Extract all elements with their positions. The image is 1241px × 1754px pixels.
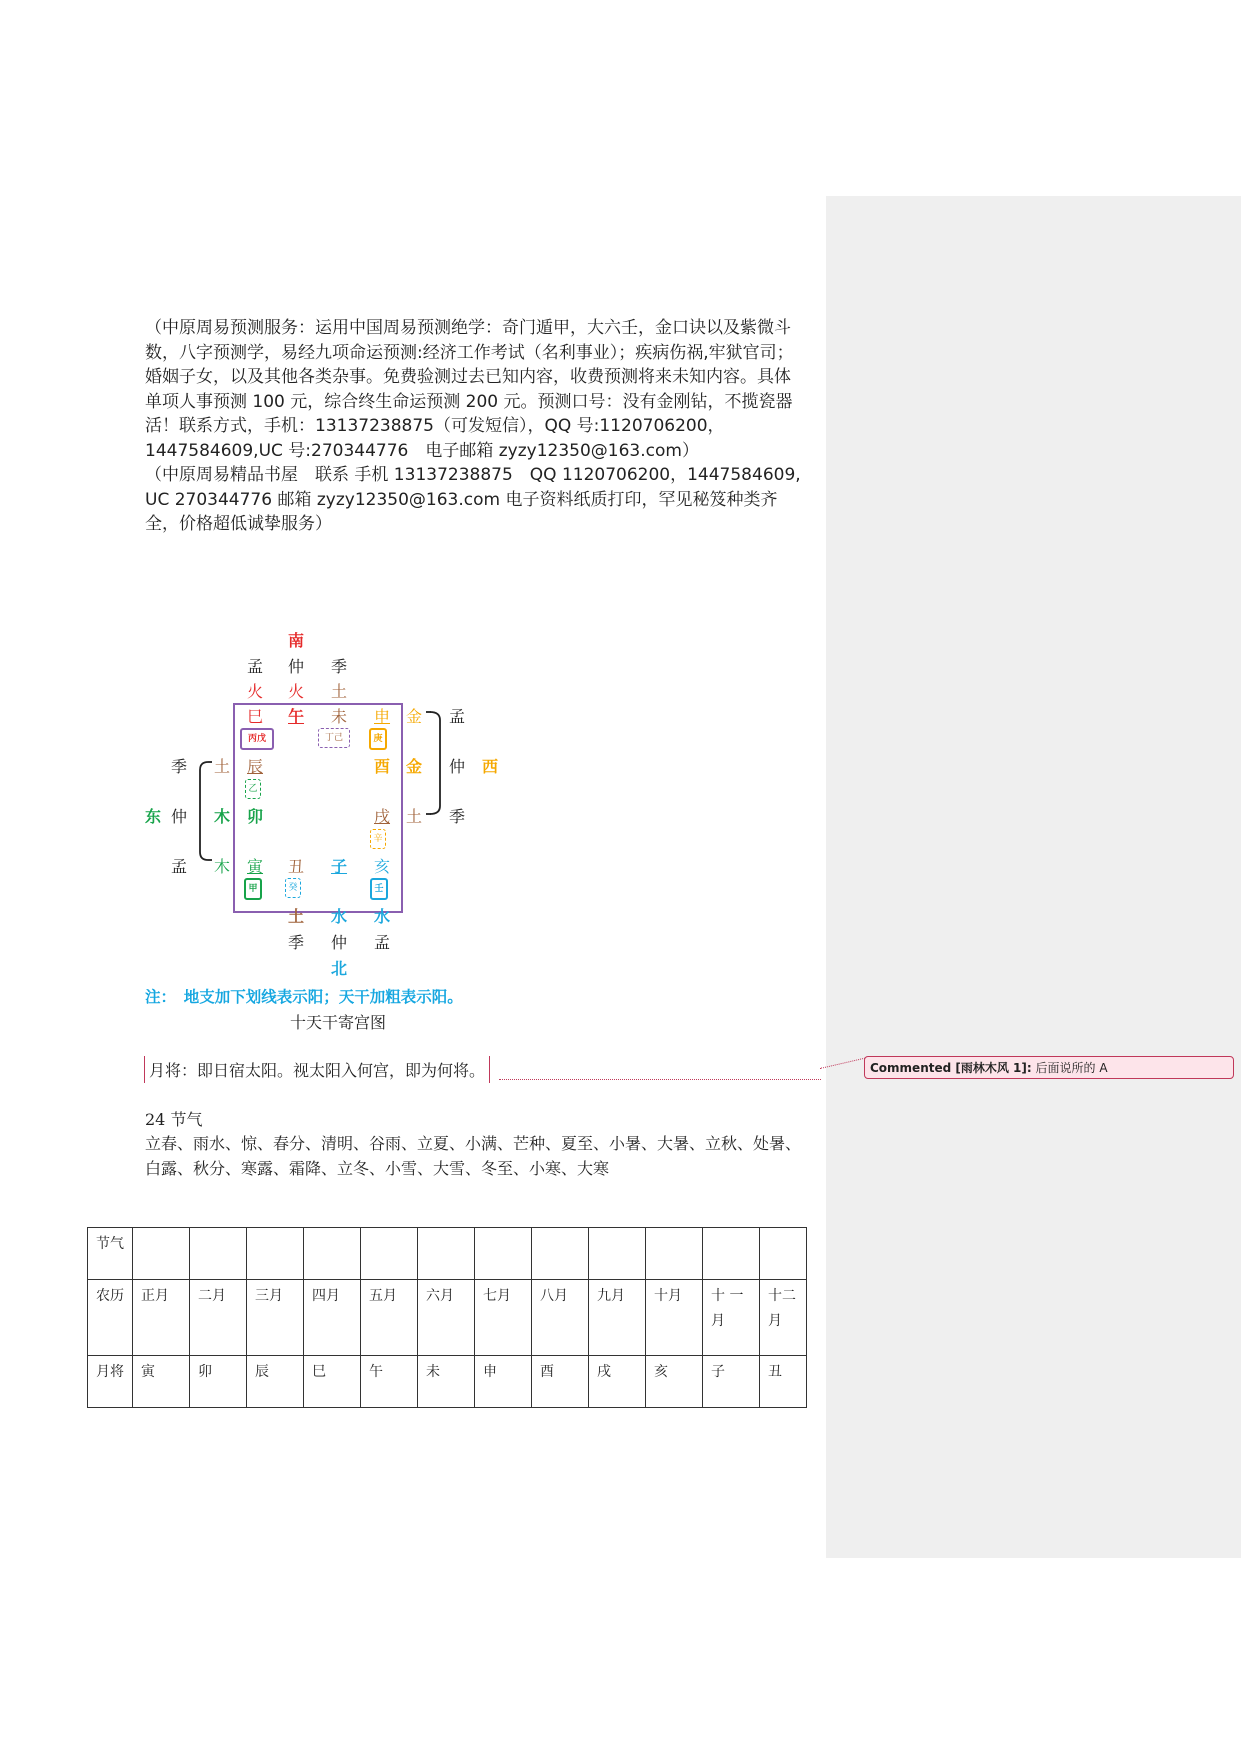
- table-cell: 未: [418, 1356, 475, 1408]
- bottom-zhong: 仲: [331, 933, 348, 952]
- table-cell: [304, 1228, 361, 1280]
- east-label: 东: [145, 807, 162, 826]
- branch-zi: 子: [331, 857, 348, 876]
- left-meng: 孟: [171, 857, 188, 876]
- jieqi-list: 立春、雨水、惊、春分、清明、谷雨、立夏、小满、芒种、夏至、小暑、大暑、立秋、处暑、白露、秋分、寒露、霜降、立冬、小雪、大雪、冬至、小寒、大寒: [145, 1134, 802, 1178]
- south-label: 南: [288, 631, 305, 650]
- stem-bing-wu: 丙戊: [240, 728, 274, 750]
- table-cell: [703, 1228, 760, 1280]
- table-cell: 三月: [247, 1280, 304, 1356]
- table-cell: [760, 1228, 807, 1280]
- row-header-yuejiang: 月将: [88, 1356, 133, 1408]
- service-paragraph: （中原周易预测服务：运用中国周易预测绝学：奇门遁甲，大六壬，金口诀以及紫微斗数，八字预测学，易经九项命运预测:经济工作考试（名利事业）；疾病伤祸,牢狱官司；婚姻子女，以及其他各类杂事。免费验测过去已知内容，收费预测将来未知内容。具体单项人事预测 100 元，综合终生命运预测 200 元。预测口号：没有金刚钻，不揽瓷器活！联系方式，手机：13137238875（可发短信），QQ 号:1120706200，1447584609,UC 号:270344776 电子邮箱 zyzy12350@163.com）: [145, 318, 794, 461]
- table-cell: [418, 1228, 475, 1280]
- branch-mao: 卯: [247, 807, 264, 826]
- table-cell: [475, 1228, 532, 1280]
- top-fire-1: 火: [247, 682, 264, 701]
- right-zhong: 仲: [449, 757, 466, 776]
- table-cell: 十月: [646, 1280, 703, 1356]
- table-cell: 八月: [532, 1280, 589, 1356]
- comment-author: Commented [雨林木风 1]:: [870, 1061, 1032, 1075]
- branch-hai: 亥: [374, 857, 391, 876]
- top-meng: 孟: [247, 657, 264, 676]
- jieqi-title: 24 节气: [145, 1110, 203, 1129]
- table-cell: 五月: [361, 1280, 418, 1356]
- table-cell: 卯: [190, 1356, 247, 1408]
- yuejiang-definition: 月将：即日宿太阳。视太阳入何宫，即为何将。: [144, 1056, 490, 1083]
- branch-chen: 辰: [247, 757, 264, 776]
- table-cell: 十二月: [760, 1280, 807, 1356]
- table-row-yuejiang: [88, 1356, 807, 1408]
- right-meng: 孟: [449, 707, 466, 726]
- stem-yi: 乙: [245, 779, 261, 799]
- table-cell: 子: [703, 1356, 760, 1408]
- table-cell: [247, 1228, 304, 1280]
- table-cell: 丑: [760, 1356, 807, 1408]
- table-cell: 戌: [589, 1356, 646, 1408]
- west-metal-1: 金: [406, 707, 423, 726]
- stem-xin: 辛: [370, 829, 386, 849]
- branch-yin: 寅: [247, 857, 264, 876]
- stem-geng: 庚: [369, 728, 387, 750]
- top-ji: 季: [331, 657, 348, 676]
- bottom-water-1: 水: [331, 907, 348, 926]
- stem-jia: 甲: [244, 878, 262, 900]
- table-cell: 午: [361, 1356, 418, 1408]
- top-zhong: 仲: [288, 657, 305, 676]
- left-earth: 土: [214, 757, 231, 776]
- table-cell: 亥: [646, 1356, 703, 1408]
- table-cell: 寅: [133, 1356, 190, 1408]
- comment-pane: [826, 196, 1241, 1558]
- west-earth: 土: [406, 807, 423, 826]
- stem-ren: 壬: [370, 878, 388, 900]
- branch-wei: 未: [331, 707, 348, 726]
- branch-shen: 申: [374, 707, 391, 726]
- table-cell: [361, 1228, 418, 1280]
- table-cell: [133, 1228, 190, 1280]
- branch-you: 酉: [374, 757, 391, 776]
- month-table: [87, 1227, 807, 1408]
- branch-chou: 丑: [288, 857, 305, 876]
- comment-connector: [499, 1079, 821, 1080]
- table-cell: 六月: [418, 1280, 475, 1356]
- bookstore-paragraph: （中原周易精品书屋 联系 手机 13137238875 QQ 1120706200，1447584609, UC 270344776 邮箱 zyzy12350@163.com 电子资料纸质打印，罕见秘笈种类齐全，价格超低诚挚服务）: [145, 465, 801, 534]
- stem-gui: 癸: [285, 878, 301, 898]
- table-row-jieqi: [88, 1228, 807, 1280]
- branch-xu: 戌: [374, 807, 391, 826]
- left-wood-2: 木: [214, 857, 231, 876]
- west-label: 西: [482, 757, 499, 776]
- diagram-note: 注： 地支加下划线表示阳；天干加粗表示阳。: [145, 987, 463, 1006]
- branch-wu: 午: [288, 707, 305, 726]
- bottom-meng: 孟: [374, 933, 391, 952]
- stem-ding-ji: 丁己: [318, 728, 350, 748]
- comment-balloon[interactable]: [864, 1056, 1234, 1079]
- north-label: 北: [331, 959, 348, 978]
- table-cell: 巳: [304, 1356, 361, 1408]
- west-metal-2: 金: [406, 757, 423, 776]
- left-zhong: 仲: [171, 807, 188, 826]
- diagram-caption: 十天干寄宫图: [290, 1013, 387, 1032]
- table-cell: 酉: [532, 1356, 589, 1408]
- bottom-earth: 土: [288, 907, 305, 926]
- table-cell: 辰: [247, 1356, 304, 1408]
- top-earth: 土: [331, 682, 348, 701]
- left-wood-1: 木: [214, 807, 231, 826]
- top-fire-2: 火: [288, 682, 305, 701]
- table-cell: 九月: [589, 1280, 646, 1356]
- table-cell: [589, 1228, 646, 1280]
- right-ji: 季: [449, 807, 466, 826]
- comment-text: 后面说所的 A: [1035, 1061, 1108, 1075]
- row-header-lunar: 农历: [88, 1280, 133, 1356]
- branch-si: 巳: [247, 707, 264, 726]
- bottom-water-2: 水: [374, 907, 391, 926]
- row-header-jieqi: 节气: [88, 1228, 133, 1280]
- table-cell: [190, 1228, 247, 1280]
- left-ji: 季: [171, 757, 188, 776]
- table-cell: 四月: [304, 1280, 361, 1356]
- table-cell: 正月: [133, 1280, 190, 1356]
- table-cell: 十 一月: [703, 1280, 760, 1356]
- table-row-lunar: [88, 1280, 807, 1356]
- bottom-ji: 季: [288, 933, 305, 952]
- table-cell: [646, 1228, 703, 1280]
- table-cell: 申: [475, 1356, 532, 1408]
- table-cell: 七月: [475, 1280, 532, 1356]
- table-cell: [532, 1228, 589, 1280]
- table-cell: 二月: [190, 1280, 247, 1356]
